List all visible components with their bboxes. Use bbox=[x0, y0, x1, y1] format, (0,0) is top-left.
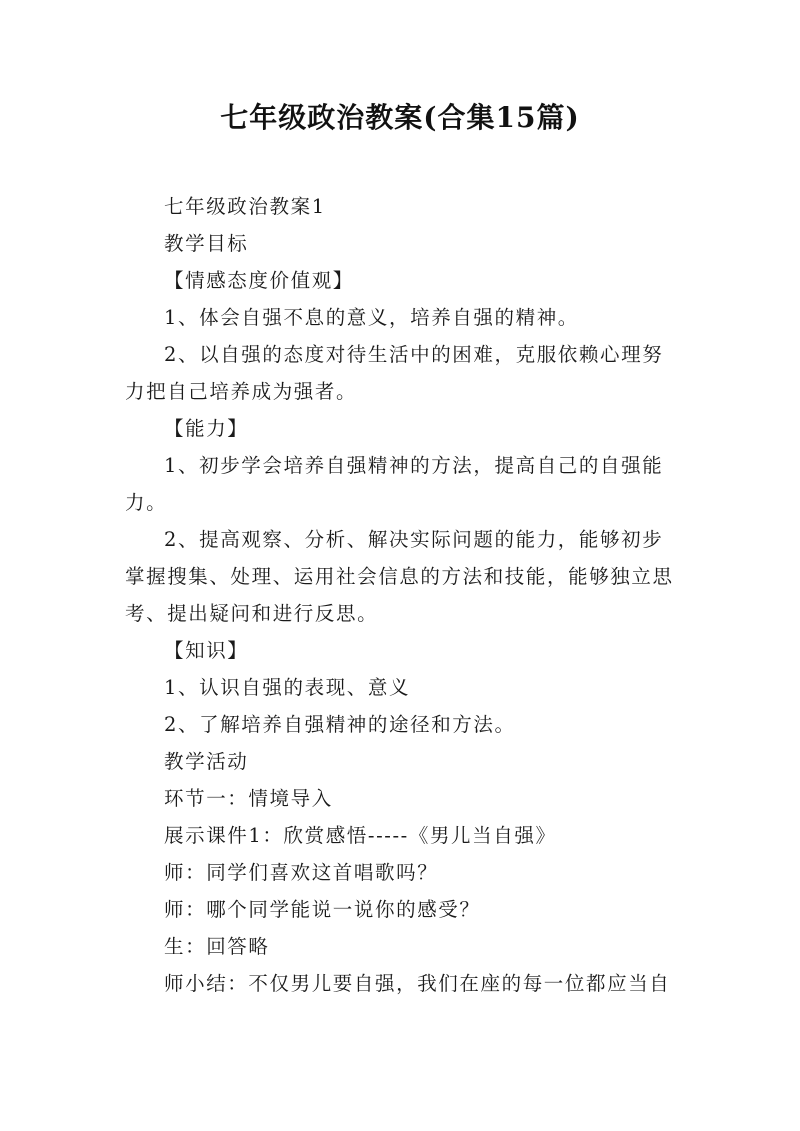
body-line: 力。 bbox=[125, 491, 168, 514]
body-line: 师小结：不仅男儿要自强，我们在座的每一位都应当自 bbox=[164, 972, 671, 995]
document-title: 七年级政治教案(合集15篇) bbox=[220, 101, 580, 134]
body-line: 2、以自强的态度对待生活中的困难，克服依赖心理努 bbox=[164, 343, 664, 366]
body-line: 1、初步学会培养自强精神的方法，提高自己的自强能 bbox=[164, 454, 664, 477]
body-line: 1、体会自强不息的意义，培养自强的精神。 bbox=[164, 306, 579, 329]
body-line: 师：哪个同学能说一说你的感受？ bbox=[164, 898, 481, 921]
body-line: 2、了解培养自强精神的途径和方法。 bbox=[164, 713, 516, 736]
body-line: 教学目标 bbox=[164, 232, 249, 255]
body-line: 1、认识自强的表现、意义 bbox=[164, 676, 411, 699]
body-line: 力把自己培养成为强者。 bbox=[125, 380, 358, 403]
body-line: 考、提出疑问和进行反思。 bbox=[125, 602, 379, 625]
document-body bbox=[125, 188, 685, 1002]
body-line: 七年级政治教案1 bbox=[164, 195, 326, 218]
body-line: 2、提高观察、分析、解决实际问题的能力，能够初步 bbox=[164, 528, 664, 551]
body-line: 生：回答略 bbox=[164, 935, 270, 958]
body-line: 教学活动 bbox=[164, 750, 249, 773]
body-line: 环节一：情境导入 bbox=[164, 787, 333, 810]
body-line: 【情感态度价值观】 bbox=[164, 269, 354, 292]
body-line: 展示课件1：欣赏感悟-----《男儿当自强》 bbox=[164, 824, 557, 847]
body-line: 【能力】 bbox=[164, 417, 249, 440]
body-line: 【知识】 bbox=[164, 639, 249, 662]
body-line: 掌握搜集、处理、运用社会信息的方法和技能，能够独立思 bbox=[125, 565, 674, 588]
body-line: 师：同学们喜欢这首唱歌吗？ bbox=[164, 861, 439, 884]
